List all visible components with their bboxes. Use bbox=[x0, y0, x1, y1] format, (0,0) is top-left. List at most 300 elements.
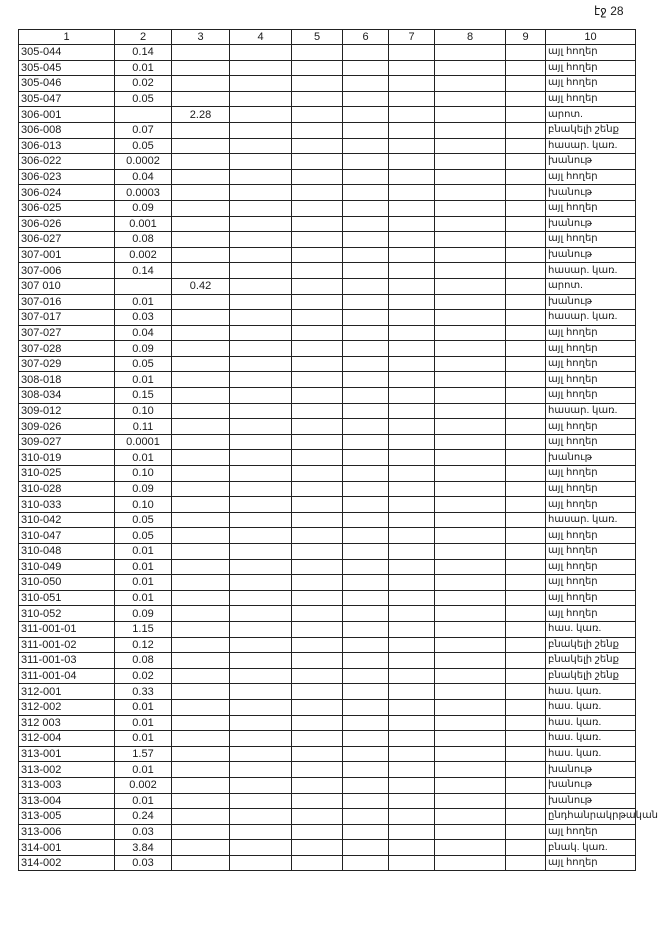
empty-cell bbox=[389, 356, 435, 372]
area-cell: 0.002 bbox=[115, 777, 172, 793]
empty-cell bbox=[230, 263, 292, 279]
empty-cell bbox=[230, 699, 292, 715]
empty-cell bbox=[435, 185, 506, 201]
parcel-code-cell: 306-008 bbox=[19, 122, 115, 138]
empty-cell bbox=[230, 777, 292, 793]
parcel-code-cell: 310-048 bbox=[19, 544, 115, 560]
empty-cell bbox=[343, 122, 389, 138]
parcel-code-cell: 308-018 bbox=[19, 372, 115, 388]
area-cell: 0.02 bbox=[115, 76, 172, 92]
empty-cell bbox=[389, 715, 435, 731]
empty-cell bbox=[435, 154, 506, 170]
empty-cell bbox=[389, 91, 435, 107]
parcel-code-cell: 313-005 bbox=[19, 809, 115, 825]
empty-cell bbox=[292, 403, 343, 419]
land-use-cell: այլ հողեր bbox=[546, 200, 636, 216]
area-cell: 0.01 bbox=[115, 575, 172, 591]
land-use-cell: խանութ bbox=[546, 247, 636, 263]
area-cell: 0.03 bbox=[115, 855, 172, 871]
land-use-cell: այլ հողեր bbox=[546, 606, 636, 622]
empty-cell bbox=[389, 310, 435, 326]
empty-cell bbox=[230, 684, 292, 700]
empty-cell bbox=[435, 372, 506, 388]
empty-cell bbox=[292, 388, 343, 404]
empty-cell bbox=[292, 762, 343, 778]
empty-cell bbox=[292, 621, 343, 637]
empty-cell bbox=[230, 762, 292, 778]
empty-cell bbox=[292, 840, 343, 856]
empty-cell bbox=[230, 419, 292, 435]
pasture-area-cell bbox=[172, 216, 230, 232]
column-header: 4 bbox=[230, 30, 292, 45]
table-row bbox=[19, 824, 636, 840]
parcel-code-cell: 305-046 bbox=[19, 76, 115, 92]
pasture-area-cell bbox=[172, 590, 230, 606]
area-cell: 0.14 bbox=[115, 45, 172, 61]
empty-cell bbox=[230, 278, 292, 294]
area-cell bbox=[115, 107, 172, 123]
empty-cell bbox=[506, 512, 546, 528]
area-cell: 0.12 bbox=[115, 637, 172, 653]
parcel-code-cell: 307-027 bbox=[19, 325, 115, 341]
empty-cell bbox=[389, 154, 435, 170]
empty-cell bbox=[230, 824, 292, 840]
empty-cell bbox=[343, 310, 389, 326]
empty-cell bbox=[435, 466, 506, 482]
empty-cell bbox=[230, 793, 292, 809]
empty-cell bbox=[343, 621, 389, 637]
empty-cell bbox=[389, 699, 435, 715]
empty-cell bbox=[230, 434, 292, 450]
empty-cell bbox=[389, 278, 435, 294]
table-row bbox=[19, 699, 636, 715]
parcel-code-cell: 310-025 bbox=[19, 466, 115, 482]
empty-cell bbox=[435, 824, 506, 840]
land-use-cell: հաս. կառ. bbox=[546, 621, 636, 637]
empty-cell bbox=[343, 777, 389, 793]
empty-cell bbox=[343, 247, 389, 263]
empty-cell bbox=[506, 715, 546, 731]
empty-cell bbox=[506, 668, 546, 684]
table-row bbox=[19, 621, 636, 637]
empty-cell bbox=[343, 637, 389, 653]
column-header: 5 bbox=[292, 30, 343, 45]
land-use-cell: արոտ. bbox=[546, 278, 636, 294]
parcel-code-cell: 310-042 bbox=[19, 512, 115, 528]
pasture-area-cell bbox=[172, 200, 230, 216]
area-cell: 0.01 bbox=[115, 544, 172, 560]
empty-cell bbox=[292, 294, 343, 310]
empty-cell bbox=[435, 434, 506, 450]
parcel-code-cell: 310-028 bbox=[19, 481, 115, 497]
empty-cell bbox=[343, 762, 389, 778]
empty-cell bbox=[389, 840, 435, 856]
empty-cell bbox=[435, 668, 506, 684]
pasture-area-cell bbox=[172, 824, 230, 840]
area-cell: 0.001 bbox=[115, 216, 172, 232]
empty-cell bbox=[230, 341, 292, 357]
empty-cell bbox=[292, 559, 343, 575]
empty-cell bbox=[292, 232, 343, 248]
empty-cell bbox=[506, 263, 546, 279]
empty-cell bbox=[435, 356, 506, 372]
area-cell: 0.01 bbox=[115, 450, 172, 466]
empty-cell bbox=[230, 216, 292, 232]
empty-cell bbox=[343, 107, 389, 123]
table-row bbox=[19, 544, 636, 560]
pasture-area-cell bbox=[172, 356, 230, 372]
empty-cell bbox=[435, 403, 506, 419]
empty-cell bbox=[389, 216, 435, 232]
empty-cell bbox=[389, 45, 435, 61]
table-row bbox=[19, 419, 636, 435]
empty-cell bbox=[343, 76, 389, 92]
land-use-cell: խանութ bbox=[546, 154, 636, 170]
empty-cell bbox=[389, 606, 435, 622]
land-use-cell: խանութ bbox=[546, 793, 636, 809]
empty-cell bbox=[506, 637, 546, 653]
empty-cell bbox=[506, 684, 546, 700]
area-cell: 0.05 bbox=[115, 512, 172, 528]
empty-cell bbox=[389, 590, 435, 606]
empty-cell bbox=[292, 575, 343, 591]
land-use-cell: այլ հողեր bbox=[546, 232, 636, 248]
empty-cell bbox=[389, 263, 435, 279]
parcel-code-cell: 313-002 bbox=[19, 762, 115, 778]
table-row bbox=[19, 575, 636, 591]
empty-cell bbox=[343, 154, 389, 170]
empty-cell bbox=[506, 403, 546, 419]
area-cell: 0.01 bbox=[115, 699, 172, 715]
empty-cell bbox=[506, 840, 546, 856]
pasture-area-cell bbox=[172, 45, 230, 61]
empty-cell bbox=[230, 512, 292, 528]
empty-cell bbox=[230, 653, 292, 669]
empty-cell bbox=[343, 45, 389, 61]
pasture-area-cell bbox=[172, 434, 230, 450]
area-cell: 0.09 bbox=[115, 606, 172, 622]
parcel-code-cell: 310-052 bbox=[19, 606, 115, 622]
table-row bbox=[19, 278, 636, 294]
parcel-code-cell: 312-002 bbox=[19, 699, 115, 715]
land-use-cell: այլ հողեր bbox=[546, 559, 636, 575]
empty-cell bbox=[389, 621, 435, 637]
area-cell: 0.01 bbox=[115, 793, 172, 809]
empty-cell bbox=[435, 590, 506, 606]
empty-cell bbox=[506, 777, 546, 793]
empty-cell bbox=[435, 575, 506, 591]
empty-cell bbox=[343, 278, 389, 294]
land-use-cell: այլ հողեր bbox=[546, 325, 636, 341]
empty-cell bbox=[230, 481, 292, 497]
empty-cell bbox=[292, 699, 343, 715]
area-cell: 0.04 bbox=[115, 169, 172, 185]
empty-cell bbox=[506, 294, 546, 310]
table-row bbox=[19, 122, 636, 138]
empty-cell bbox=[389, 138, 435, 154]
empty-cell bbox=[343, 325, 389, 341]
land-use-cell: այլ հողեր bbox=[546, 372, 636, 388]
parcel-code-cell: 310-019 bbox=[19, 450, 115, 466]
parcel-code-cell: 305-044 bbox=[19, 45, 115, 61]
land-use-cell: խանութ bbox=[546, 216, 636, 232]
table-row bbox=[19, 325, 636, 341]
empty-cell bbox=[435, 76, 506, 92]
pasture-area-cell bbox=[172, 310, 230, 326]
land-use-cell: հասար. կառ. bbox=[546, 403, 636, 419]
land-use-cell: հասար. կառ. bbox=[546, 310, 636, 326]
empty-cell bbox=[292, 450, 343, 466]
table-row bbox=[19, 310, 636, 326]
table-row bbox=[19, 637, 636, 653]
empty-cell bbox=[343, 200, 389, 216]
empty-cell bbox=[230, 855, 292, 871]
empty-cell bbox=[506, 746, 546, 762]
empty-cell bbox=[292, 434, 343, 450]
land-use-cell: այլ հողեր bbox=[546, 434, 636, 450]
pasture-area-cell bbox=[172, 325, 230, 341]
empty-cell bbox=[292, 512, 343, 528]
empty-cell bbox=[292, 107, 343, 123]
empty-cell bbox=[343, 715, 389, 731]
empty-cell bbox=[435, 699, 506, 715]
table-row bbox=[19, 434, 636, 450]
empty-cell bbox=[389, 793, 435, 809]
empty-cell bbox=[506, 824, 546, 840]
empty-cell bbox=[389, 122, 435, 138]
land-use-cell: այլ հողեր bbox=[546, 91, 636, 107]
area-cell: 0.09 bbox=[115, 481, 172, 497]
empty-cell bbox=[230, 715, 292, 731]
area-cell: 0.08 bbox=[115, 232, 172, 248]
pasture-area-cell bbox=[172, 575, 230, 591]
empty-cell bbox=[435, 481, 506, 497]
empty-cell bbox=[343, 528, 389, 544]
empty-cell bbox=[292, 154, 343, 170]
empty-cell bbox=[389, 684, 435, 700]
empty-cell bbox=[506, 91, 546, 107]
pasture-area-cell bbox=[172, 544, 230, 560]
empty-cell bbox=[389, 388, 435, 404]
empty-cell bbox=[506, 481, 546, 497]
empty-cell bbox=[506, 731, 546, 747]
pasture-area-cell bbox=[172, 809, 230, 825]
empty-cell bbox=[506, 154, 546, 170]
table-row bbox=[19, 809, 636, 825]
table-row bbox=[19, 91, 636, 107]
column-header: 10 bbox=[546, 30, 636, 45]
land-use-cell: բնակելի շենք bbox=[546, 653, 636, 669]
empty-cell bbox=[389, 637, 435, 653]
empty-cell bbox=[506, 76, 546, 92]
empty-cell bbox=[343, 481, 389, 497]
pasture-area-cell bbox=[172, 76, 230, 92]
area-cell: 0.01 bbox=[115, 590, 172, 606]
empty-cell bbox=[435, 45, 506, 61]
empty-cell bbox=[506, 356, 546, 372]
table-row bbox=[19, 450, 636, 466]
empty-cell bbox=[506, 528, 546, 544]
empty-cell bbox=[435, 138, 506, 154]
parcel-code-cell: 306-023 bbox=[19, 169, 115, 185]
empty-cell bbox=[292, 684, 343, 700]
empty-cell bbox=[343, 341, 389, 357]
empty-cell bbox=[292, 278, 343, 294]
area-cell: 0.08 bbox=[115, 653, 172, 669]
area-cell: 1.57 bbox=[115, 746, 172, 762]
parcel-code-cell: 310-050 bbox=[19, 575, 115, 591]
pasture-area-cell bbox=[172, 341, 230, 357]
empty-cell bbox=[435, 200, 506, 216]
empty-cell bbox=[343, 793, 389, 809]
table-row bbox=[19, 294, 636, 310]
land-use-cell: խանութ bbox=[546, 450, 636, 466]
parcel-code-cell: 311-001-01 bbox=[19, 621, 115, 637]
table-row bbox=[19, 263, 636, 279]
empty-cell bbox=[389, 855, 435, 871]
land-use-cell: խանութ bbox=[546, 294, 636, 310]
empty-cell bbox=[343, 699, 389, 715]
empty-cell bbox=[230, 809, 292, 825]
empty-cell bbox=[292, 528, 343, 544]
empty-cell bbox=[292, 216, 343, 232]
empty-cell bbox=[435, 278, 506, 294]
empty-cell bbox=[230, 45, 292, 61]
empty-cell bbox=[292, 200, 343, 216]
pasture-area-cell bbox=[172, 746, 230, 762]
table-row bbox=[19, 76, 636, 92]
area-cell: 0.0002 bbox=[115, 154, 172, 170]
empty-cell bbox=[435, 497, 506, 513]
empty-cell bbox=[343, 294, 389, 310]
area-cell: 1.15 bbox=[115, 621, 172, 637]
empty-cell bbox=[230, 247, 292, 263]
area-cell: 0.002 bbox=[115, 247, 172, 263]
area-cell: 0.01 bbox=[115, 294, 172, 310]
empty-cell bbox=[435, 450, 506, 466]
table-row bbox=[19, 606, 636, 622]
empty-cell bbox=[506, 310, 546, 326]
area-cell: 3.84 bbox=[115, 840, 172, 856]
empty-cell bbox=[230, 621, 292, 637]
empty-cell bbox=[230, 746, 292, 762]
land-use-cell: հասար. կառ. bbox=[546, 263, 636, 279]
pasture-area-cell bbox=[172, 232, 230, 248]
empty-cell bbox=[435, 294, 506, 310]
empty-cell bbox=[343, 91, 389, 107]
empty-cell bbox=[343, 824, 389, 840]
table-row bbox=[19, 777, 636, 793]
area-cell: 0.14 bbox=[115, 263, 172, 279]
empty-cell bbox=[435, 777, 506, 793]
empty-cell bbox=[230, 668, 292, 684]
empty-cell bbox=[389, 419, 435, 435]
empty-cell bbox=[506, 60, 546, 76]
empty-cell bbox=[389, 232, 435, 248]
empty-cell bbox=[435, 388, 506, 404]
empty-cell bbox=[343, 512, 389, 528]
empty-cell bbox=[435, 216, 506, 232]
empty-cell bbox=[389, 731, 435, 747]
empty-cell bbox=[292, 746, 343, 762]
page-number: էջ 28 bbox=[594, 4, 624, 18]
empty-cell bbox=[343, 138, 389, 154]
empty-cell bbox=[506, 653, 546, 669]
parcel-code-cell: 310-033 bbox=[19, 497, 115, 513]
empty-cell bbox=[230, 450, 292, 466]
land-use-cell: այլ հողեր bbox=[546, 341, 636, 357]
empty-cell bbox=[435, 715, 506, 731]
empty-cell bbox=[343, 590, 389, 606]
parcel-code-cell: 305-045 bbox=[19, 60, 115, 76]
empty-cell bbox=[292, 637, 343, 653]
empty-cell bbox=[389, 544, 435, 560]
empty-cell bbox=[389, 575, 435, 591]
parcel-code-cell: 308-034 bbox=[19, 388, 115, 404]
parcel-code-cell: 306-013 bbox=[19, 138, 115, 154]
empty-cell bbox=[292, 263, 343, 279]
land-use-cell: բնակելի շենք bbox=[546, 637, 636, 653]
parcel-code-cell: 311-001-04 bbox=[19, 668, 115, 684]
empty-cell bbox=[292, 668, 343, 684]
column-header: 8 bbox=[435, 30, 506, 45]
table-row bbox=[19, 138, 636, 154]
empty-cell bbox=[435, 606, 506, 622]
table-row bbox=[19, 684, 636, 700]
empty-cell bbox=[506, 185, 546, 201]
table-row bbox=[19, 855, 636, 871]
land-use-cell: այլ հողեր bbox=[546, 356, 636, 372]
parcel-code-cell: 310-047 bbox=[19, 528, 115, 544]
table-row bbox=[19, 497, 636, 513]
empty-cell bbox=[389, 185, 435, 201]
table-row bbox=[19, 668, 636, 684]
empty-cell bbox=[343, 60, 389, 76]
land-use-cell: այլ հողեր bbox=[546, 855, 636, 871]
empty-cell bbox=[343, 232, 389, 248]
empty-cell bbox=[292, 466, 343, 482]
empty-cell bbox=[230, 840, 292, 856]
area-cell: 0.02 bbox=[115, 668, 172, 684]
empty-cell bbox=[343, 388, 389, 404]
empty-cell bbox=[343, 450, 389, 466]
empty-cell bbox=[435, 559, 506, 575]
land-use-cell: այլ հողեր bbox=[546, 419, 636, 435]
pasture-area-cell bbox=[172, 777, 230, 793]
empty-cell bbox=[435, 855, 506, 871]
table-row bbox=[19, 466, 636, 482]
area-cell: 0.01 bbox=[115, 731, 172, 747]
empty-cell bbox=[389, 653, 435, 669]
area-cell: 0.03 bbox=[115, 824, 172, 840]
table-row bbox=[19, 762, 636, 778]
empty-cell bbox=[343, 575, 389, 591]
table-row bbox=[19, 60, 636, 76]
empty-cell bbox=[292, 169, 343, 185]
empty-cell bbox=[435, 169, 506, 185]
land-register-table bbox=[18, 29, 658, 871]
parcel-code-cell: 306-025 bbox=[19, 200, 115, 216]
empty-cell bbox=[389, 466, 435, 482]
parcel-code-cell: 313-003 bbox=[19, 777, 115, 793]
area-cell: 0.05 bbox=[115, 528, 172, 544]
empty-cell bbox=[389, 76, 435, 92]
table-row bbox=[19, 372, 636, 388]
pasture-area-cell bbox=[172, 450, 230, 466]
parcel-code-cell: 307-016 bbox=[19, 294, 115, 310]
land-use-cell: հաս. կառ. bbox=[546, 731, 636, 747]
empty-cell bbox=[230, 528, 292, 544]
